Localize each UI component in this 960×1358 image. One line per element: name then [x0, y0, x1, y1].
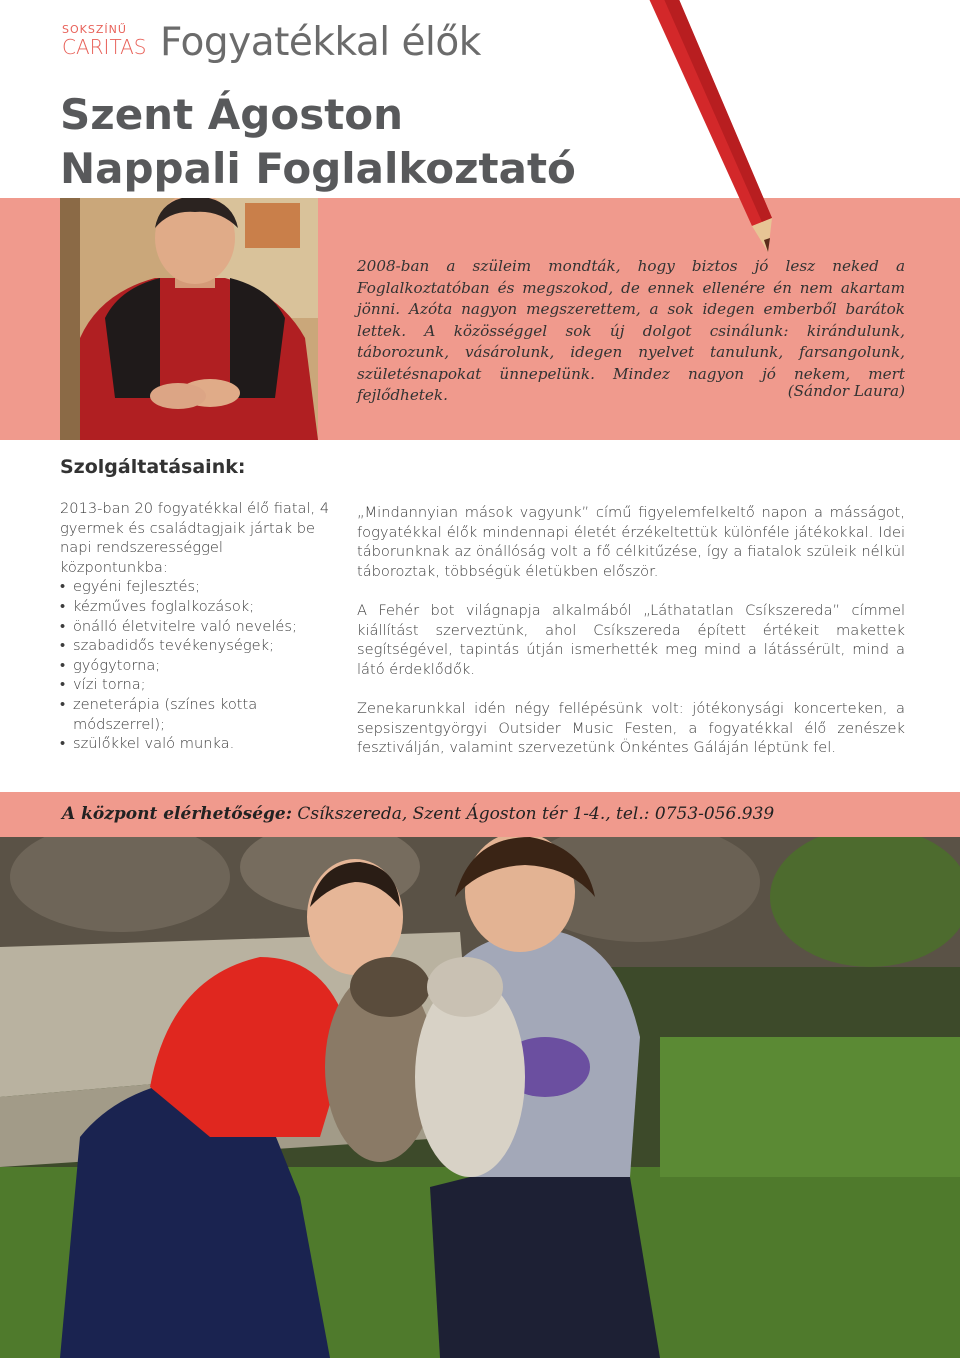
paragraph: „Mindannyian mások vagyunk” című figyelemfelkeltő napon a másságot, fogyatékkal élők mindennapi életét érzékeltettük különféle játékokkal. Idei táborunknak az önállóság volt a fő célkitűzése, így a fiatalok szüleik nélkül táboroztak, többségük életükben először. [357, 504, 905, 580]
list-item: • vízi torna; [60, 675, 332, 695]
contact-line [62, 804, 774, 824]
bottom-photo [0, 837, 960, 1358]
services-heading: Szolgáltatásaink: [60, 456, 246, 478]
contact-value: Csíkszereda, Szent Ágoston tér 1-4., tel.: 0753-056.939 [292, 804, 775, 824]
activities-column [357, 503, 905, 777]
brand-small-text: SOKSZÍNŰ [62, 23, 127, 36]
testimonial-quote: 2008-ban a szüleim mondták, hogy biztos jó lesz neked a Foglalkoztatóban és megszokod, de ennek ellenére én nem akartam jönni. Azóta nagyon megszerettem, a sok idegen emberből barátok lettek. A közösséggel sok új dolgot csinálunk: kirándulunk, táborozunk, vásárolunk, idegen nyelvet tanulunk, farsangolunk, születésnapokat ünnepelünk. Mindez nagyon jó nekem, mert fejlődhetek. [357, 257, 905, 404]
paragraph: A Fehér bot világnapja alkalmából „Láthatatlan Csíkszereda” címmel kiállítást szerveztünk, ahol Csíkszereda épített értékeit makettek segítségével, tapintás útján ismerhették meg mind a látássérült, mind a látó érdeklődők. [357, 601, 905, 678]
list-item: • egyéni fejlesztés; [60, 577, 332, 597]
list-item: • szabadidős tevékenységek; [60, 636, 332, 656]
testimonial-author: (Sándor Laura) [787, 382, 905, 400]
list-item: • kézműves foglalkozások; [60, 597, 332, 617]
page-title-line1: Szent Ágoston [60, 90, 404, 139]
list-item: • önálló életvitelre való nevelés; [60, 617, 332, 637]
page-title [60, 88, 576, 196]
brand-big-text: CARITAS [62, 35, 147, 59]
portrait-photo [60, 198, 318, 440]
contact-label: A központ elérhetősége: [62, 804, 293, 824]
services-column [60, 499, 332, 754]
list-item: • szülőkkel való munka. [60, 734, 332, 754]
services-intro: 2013-ban 20 fogyatékkal élő fiatal, 4 gyermek és családtagjaik jártak be napi rendszerességgel központunkba: [60, 500, 330, 576]
list-item: • gyógytorna; [60, 656, 332, 676]
pencil-illustration [640, 0, 780, 255]
section-title: Fogyatékkal élők [160, 20, 481, 65]
services-list [60, 577, 332, 753]
page-title-line2: Nappali Foglalkoztató [60, 144, 576, 193]
paragraph: Zenekarunkkal idén négy fellépésünk volt: jótékonysági koncerteken, a sepsiszentgyörgyi Outsider Music Festen, a fogyatékkal élő zenészek fesztiválján, valamint szervezetünk Önkéntes Gáláján léptünk fel. [357, 699, 905, 757]
caritas-logo [62, 24, 146, 58]
list-item: • zeneterápia (színes kotta módszerrel); [60, 695, 332, 734]
